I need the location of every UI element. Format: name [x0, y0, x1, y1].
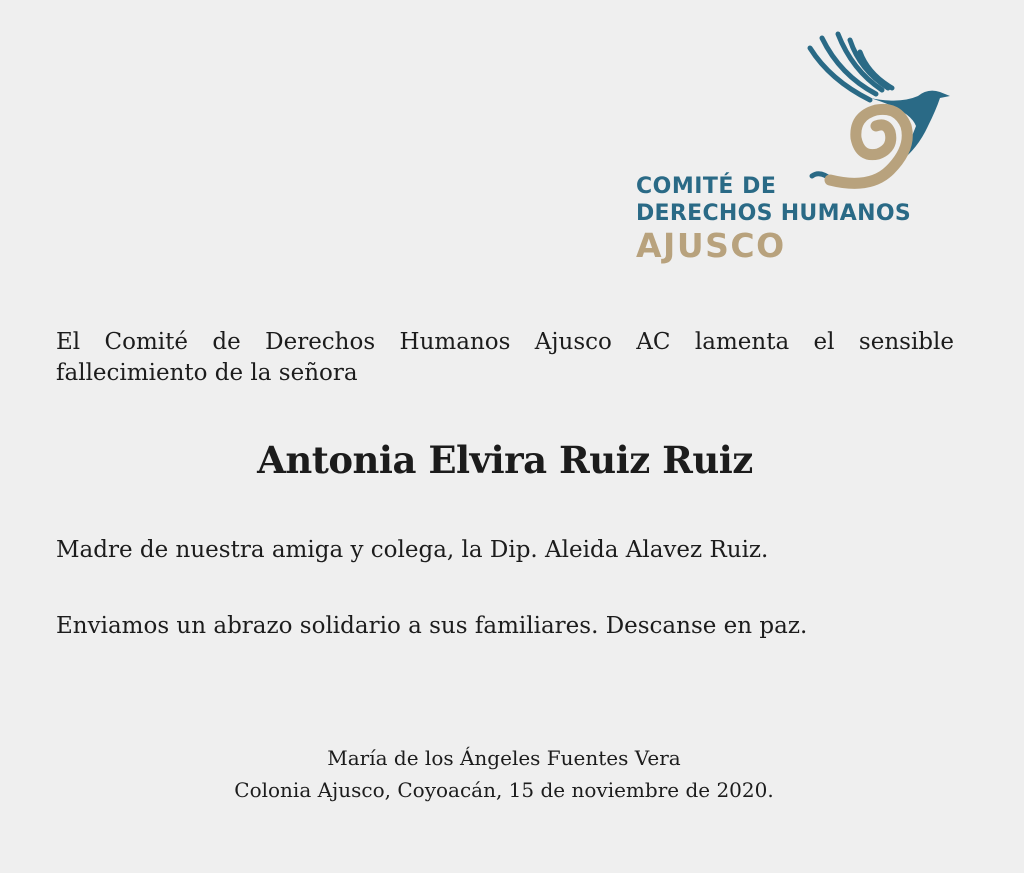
signature-author: María de los Ángeles Fuentes Vera	[327, 746, 681, 770]
logo-text-line2: DERECHOS HUMANOS	[636, 201, 911, 226]
logo-text-line1: COMITÉ DE	[636, 174, 777, 199]
condolence-line: Enviamos un abrazo solidario a sus familiares. Descanse en paz.	[56, 613, 808, 639]
organization-logo	[630, 30, 960, 270]
dove-spiral-icon	[800, 30, 960, 200]
signature-place-date: Colonia Ajusco, Coyoacán, 15 de noviembre de 2020.	[234, 778, 774, 802]
condolence-intro: El Comité de Derechos Humanos Ajusco AC lamenta el sensible fallecimiento de la señora	[56, 329, 954, 386]
logo-text-line3: AJUSCO	[636, 226, 786, 265]
relation-line: Madre de nuestra amiga y colega, la Dip. Aleida Alavez Ruiz.	[56, 537, 769, 563]
deceased-name: Antonia Elvira Ruiz Ruiz	[257, 438, 753, 482]
